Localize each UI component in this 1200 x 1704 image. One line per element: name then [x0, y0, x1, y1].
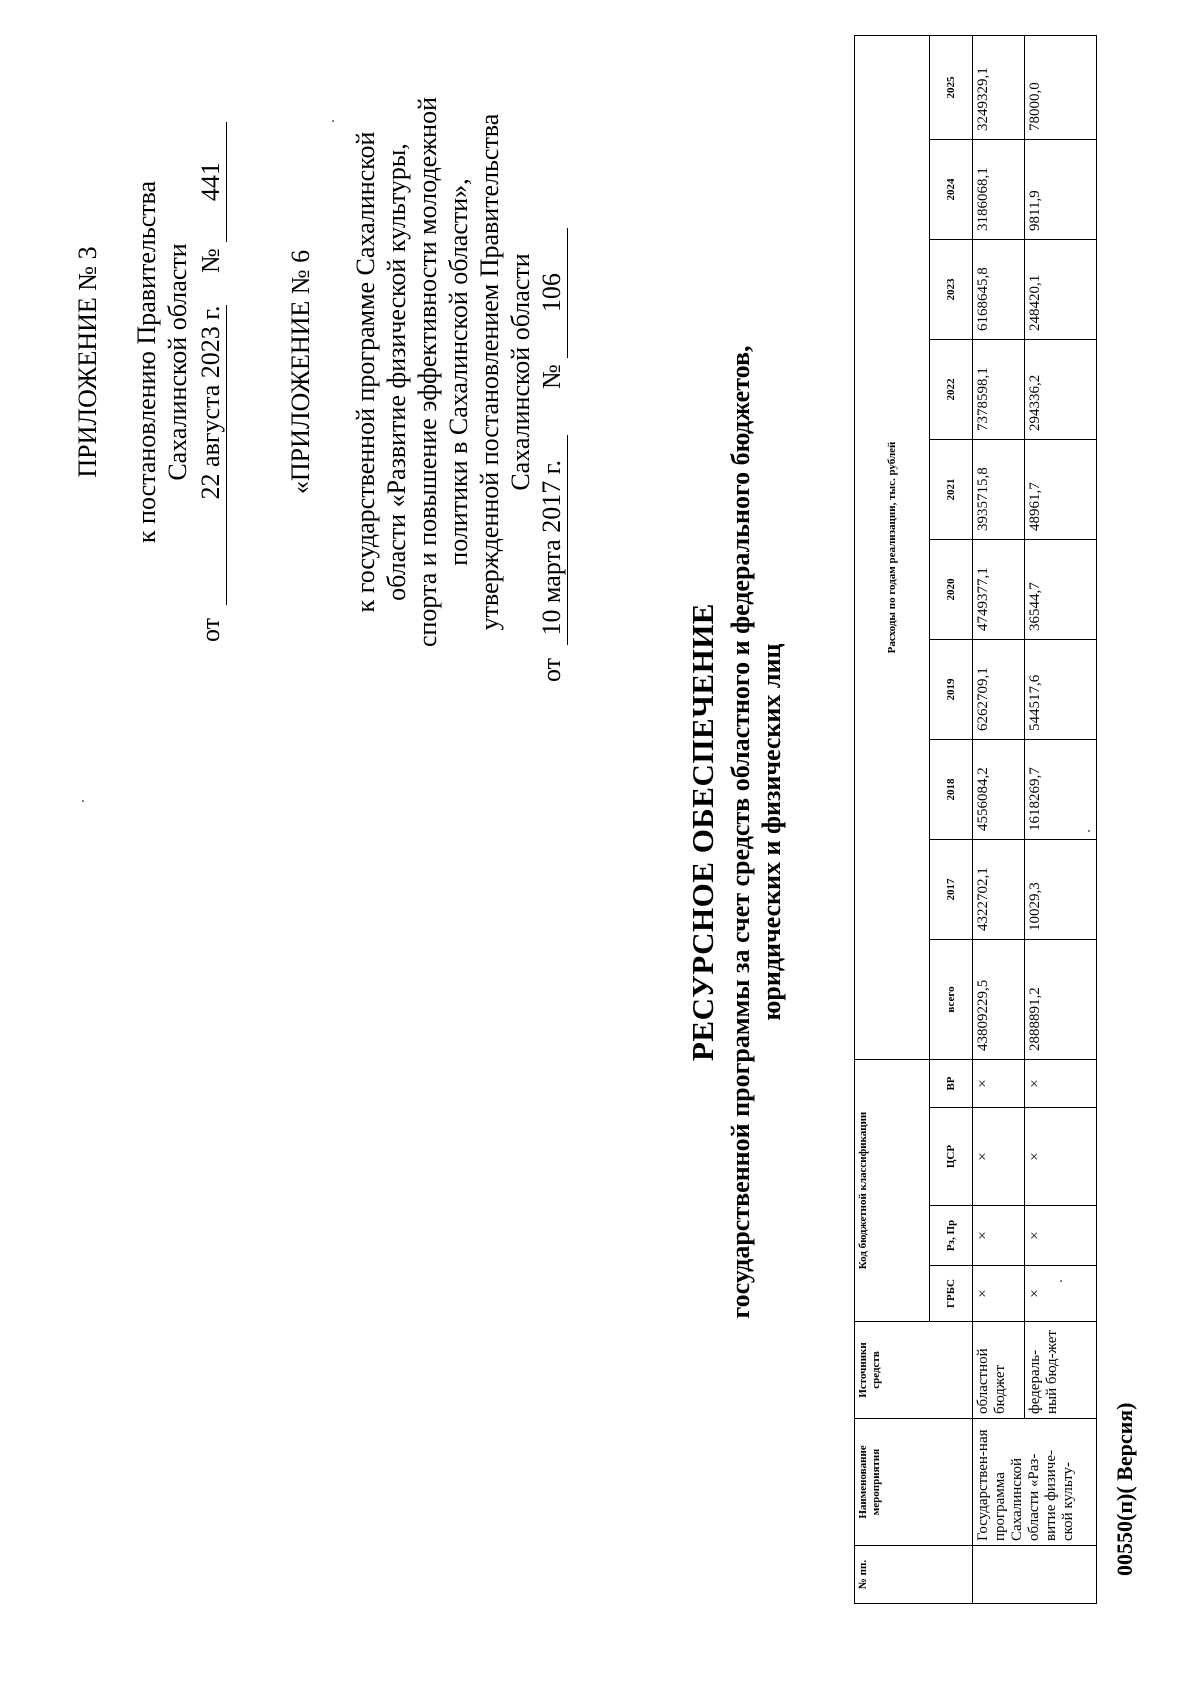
csr-cell: ×	[1025, 1108, 1097, 1206]
year-value-cell: 3249329,1	[973, 35, 1025, 139]
appendix-line-2: Сахалинской области	[163, 243, 192, 481]
number-label: №	[537, 364, 566, 389]
appendix-line-1: к постановлению Правительства	[132, 180, 161, 544]
original-appendix-line-6: Сахалинской области	[506, 253, 535, 491]
appendix-date-row	[195, 82, 227, 642]
header-vr: ВР	[930, 1060, 973, 1108]
csr-cell: ×	[973, 1108, 1025, 1206]
header-year: 2018	[930, 740, 973, 840]
document-title-main: РЕСУРСНОЕ ОБЕСПЕЧЕНИЕ	[685, 603, 720, 1061]
original-appendix-date: 10 марта 2017 г.	[536, 435, 568, 645]
year-value-cell: 7378598,1	[973, 340, 1025, 440]
from-label: от	[537, 657, 566, 682]
scan-speck	[332, 120, 334, 122]
header-csr: ЦСР	[930, 1108, 973, 1206]
original-appendix	[285, 62, 568, 682]
table-row	[973, 35, 1025, 1603]
header-year: 2020	[930, 540, 973, 640]
from-label: от	[196, 617, 225, 642]
header-budget-code: Код бюджетной классификации	[855, 1060, 930, 1322]
table-header-row-1	[855, 35, 930, 1603]
year-value-cell: 9811,9	[1025, 140, 1097, 240]
year-value-cell: 3186068,1	[973, 140, 1025, 240]
year-value-cell: 36544,7	[1025, 540, 1097, 640]
header-year: 2019	[930, 640, 973, 740]
scan-speck	[1060, 1280, 1062, 1282]
header-num: № пп.	[855, 1546, 973, 1604]
original-appendix-line-1: к государственной программе Сахалинской	[351, 131, 380, 613]
rzpr-cell: ×	[1025, 1206, 1097, 1266]
document-title-line-2: государственной программы за счет средств областного и федерального бюджетов,	[726, 345, 755, 1319]
scan-speck	[82, 800, 84, 802]
year-value-cell: 544517,6	[1025, 640, 1097, 740]
original-appendix-number: 106	[536, 228, 568, 358]
appendix-title: ПРИЛОЖЕНИЕ № 3	[73, 246, 102, 478]
original-appendix-line-4: политики в Сахалинской области»,	[444, 178, 473, 566]
appendix-header	[72, 82, 227, 642]
header-year: 2021	[930, 440, 973, 540]
source-cell: областной бюджет	[973, 1322, 1025, 1419]
year-value-cell: 10029,3	[1025, 840, 1097, 940]
header-year: 2025	[930, 35, 973, 139]
year-value-cell: 3935715,8	[973, 440, 1025, 540]
scan-speck	[1088, 830, 1090, 832]
header-name: Наименование мероприятия	[855, 1419, 973, 1546]
rzpr-cell: ×	[973, 1206, 1025, 1266]
header-year: 2023	[930, 240, 973, 340]
total-cell: 43809229,5	[973, 940, 1025, 1060]
year-value-cell: 4322702,1	[973, 840, 1025, 940]
original-appendix-line-3: спорта и повышение эффективности молодежной	[413, 96, 442, 648]
appendix-number: 441	[195, 122, 227, 242]
header-year: 2024	[930, 140, 973, 240]
header-year: 2022	[930, 340, 973, 440]
grbs-cell: ×	[973, 1266, 1025, 1322]
year-value-cell: 48961,7	[1025, 440, 1097, 540]
appendix-date: 22 августа 2023 г.	[195, 305, 227, 605]
vr-cell: ×	[973, 1060, 1025, 1108]
original-appendix-line-2: области «Развитие физической культуры,	[382, 143, 411, 601]
header-year: 2017	[930, 840, 973, 940]
header-source: Источники средств	[855, 1322, 973, 1419]
program-name-cell: Государствен-ная программа Сахалинской области «Раз-витие физиче-ской культу-	[973, 1419, 1097, 1546]
year-value-cell: 78000,0	[1025, 35, 1097, 139]
original-appendix-title: «ПРИЛОЖЕНИЕ № 6	[286, 249, 315, 495]
grbs-cell: ×	[1025, 1266, 1097, 1322]
table-row	[1025, 35, 1097, 1603]
document-title	[685, 102, 787, 1562]
year-value-cell: 4749377,1	[973, 540, 1025, 640]
document-footer: 00550(п)( Версия)	[1112, 1402, 1137, 1576]
resource-table	[854, 35, 1097, 1604]
header-grbs: ГРБС	[930, 1266, 973, 1322]
original-appendix-line-5: утвержденной постановлением Правительства	[475, 113, 504, 631]
header-expenses: Расходы по годам реализации, тыс. рублей	[855, 35, 930, 1059]
year-value-cell: 1618269,7	[1025, 740, 1097, 840]
header-total: всего	[930, 940, 973, 1060]
year-value-cell: 4556084,2	[973, 740, 1025, 840]
document-page	[30, 22, 1170, 1682]
row-number-cell	[973, 1546, 1097, 1604]
header-rzpr: Рз, Пр	[930, 1206, 973, 1266]
year-value-cell: 248420,1	[1025, 240, 1097, 340]
year-value-cell: 6262709,1	[973, 640, 1025, 740]
number-label: №	[196, 248, 225, 273]
document-title-line-3: юридических и физических лиц	[757, 643, 786, 1021]
source-cell: федераль-ный бюд-жет	[1025, 1322, 1097, 1419]
original-appendix-date-row	[536, 62, 568, 682]
year-value-cell: 6168645,8	[973, 240, 1025, 340]
total-cell: 2888891,2	[1025, 940, 1097, 1060]
vr-cell: ×	[1025, 1060, 1097, 1108]
year-value-cell: 294336,2	[1025, 340, 1097, 440]
